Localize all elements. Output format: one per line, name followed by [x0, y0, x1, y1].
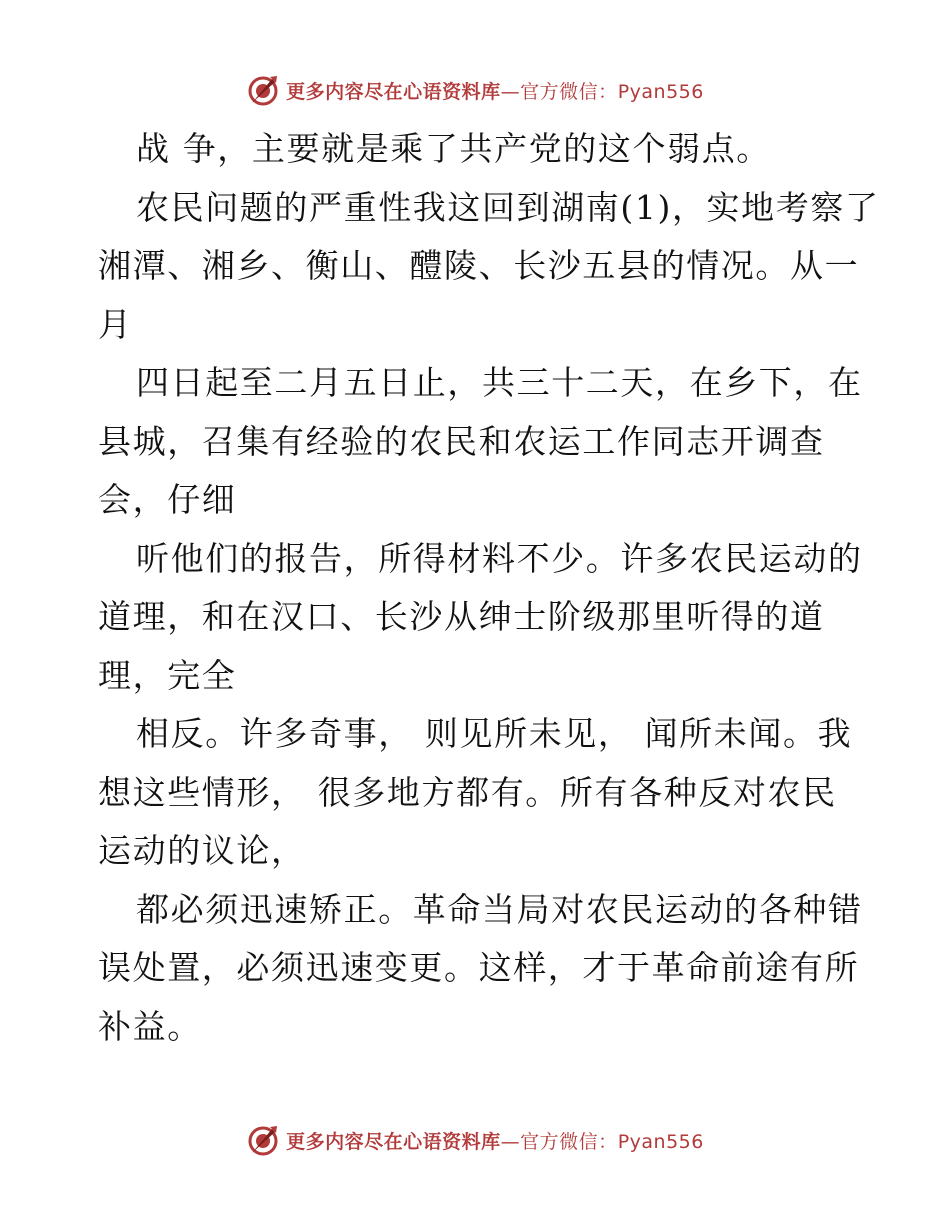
text-line: 想这些情形， 很多地方都有。所有各种反对农民	[98, 772, 837, 812]
text-line: 补益。	[98, 1006, 202, 1046]
text-line: 月	[98, 304, 133, 344]
header-banner	[0, 70, 950, 110]
banner-dash: —	[500, 80, 521, 103]
banner-wechat-id: Pyan556	[617, 80, 704, 103]
banner-dash: —	[500, 1130, 521, 1153]
banner-wechat-id: Pyan556	[617, 1130, 704, 1153]
text-line: 运动的议论，	[98, 831, 306, 870]
banner-text	[286, 1127, 704, 1154]
banner-wechat-label: 官方微信：	[520, 1130, 618, 1153]
text-line: 听他们的报告，所得材料不少。许多农民运动的	[136, 538, 863, 578]
text-line: 战 争，主要就是乘了共产党的这个弱点。	[136, 129, 771, 168]
banner-wechat-label: 官方微信：	[520, 80, 618, 103]
document-body	[98, 120, 880, 1056]
text-line: 湘潭、湘乡、衡山、醴陵、长沙五县的情况。从一	[98, 246, 860, 285]
feather-pen-logo-icon	[246, 73, 280, 107]
banner-site-name: 更多内容尽在心语资料库	[286, 80, 501, 103]
footer-banner	[0, 1120, 950, 1160]
banner-text	[286, 77, 704, 104]
text-line: 四日起至二月五日止，共三十二天，在乡下，在	[136, 363, 863, 402]
text-line: 县城，召集有经验的农民和农运工作同志开调查	[98, 421, 825, 461]
text-line: 误处置，必须迅速变更。这样，才于革命前途有所	[98, 948, 860, 987]
banner-site-name: 更多内容尽在心语资料库	[286, 1130, 501, 1153]
text-line: 道理，和在汉口、长沙从绅士阶级那里听得的道	[98, 597, 825, 636]
text-line: 会，仔细	[98, 480, 237, 519]
text-line: 相反。许多奇事， 则见所未见， 闻所未闻。我	[136, 714, 853, 753]
text-line: 理，完全	[98, 655, 237, 695]
text-line: 都必须迅速矫正。革命当局对农民运动的各种错	[136, 889, 863, 929]
feather-pen-logo-icon	[246, 1123, 280, 1157]
text-line: 农民问题的严重性我这回到湖南(1)，实地考察了	[136, 187, 880, 227]
